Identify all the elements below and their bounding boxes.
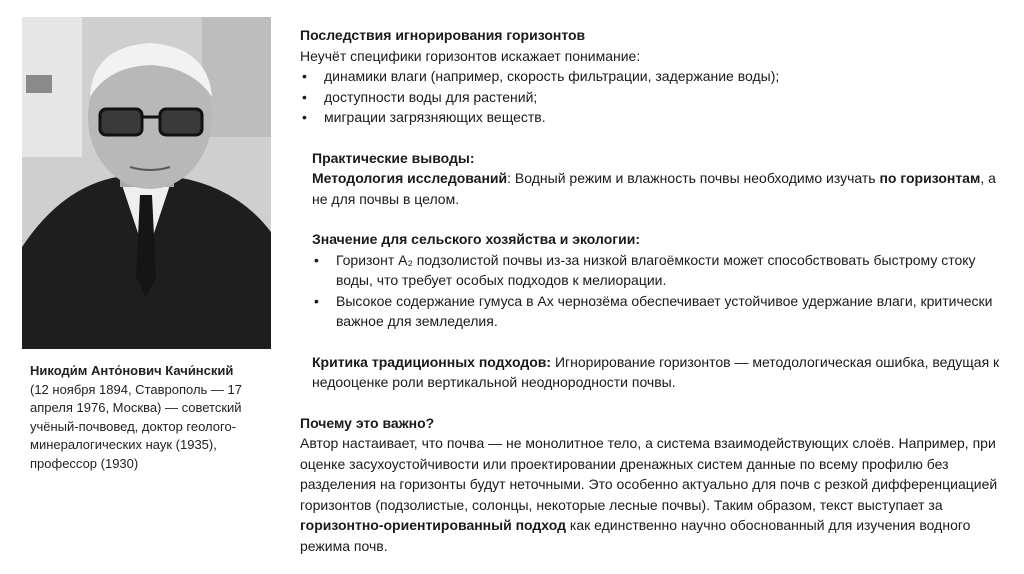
section-practical-title: Практические выводы:	[312, 149, 475, 166]
portrait-photo	[22, 17, 271, 349]
caption-name: Никоди́м Анто́нович Качи́нский	[30, 363, 234, 378]
method-text-2: , а не для почвы в целом.	[312, 170, 996, 207]
portrait-icon	[22, 17, 271, 349]
section-why-title: Почему это важно?	[300, 414, 435, 431]
section-consequences-intro: Неучёт специфики горизонтов искажает понимание:	[300, 47, 641, 64]
section-consequences-title: Последствия игнорирования горизонтов	[300, 27, 586, 43]
list-item: • Горизонт A₂ подзолистой почвы из-за низкой влагоёмкости может способствовать быстрому стоку воды, что требует особых подходов к мелиорации.	[312, 250, 1000, 291]
method-label: Методология исследований	[312, 170, 508, 186]
method-bold: по горизонтам	[879, 170, 981, 186]
critique-text: Игнорирование горизонтов — методологическая ошибка, ведущая к недооценке роли вертикальной неоднородности почвы.	[312, 353, 1000, 390]
section-significance	[300, 229, 1000, 332]
method-text-1: : Водный режим и влажность почвы необходимо изучать	[507, 170, 880, 186]
why-text-1: Автор настаивает, что почва — не монолитное тело, а система взаимодействующих слоёв. Например, при оценке засухоустойчивости или проектировании дренажных систем данные по всему профилю без разделения на горизонты будут неточными. Это особенно актуально для почв с резкой дифференциацией горизонтов (подзолистые, солонцы, некоторые лесные почвы). Таким образом, текст выступает за	[300, 435, 998, 513]
section-critique	[300, 352, 1000, 393]
section-why-text	[300, 433, 1000, 556]
list-item: • миграции загрязняющих веществ.	[300, 107, 1000, 128]
section-consequences	[300, 25, 1000, 128]
significance-list	[312, 250, 1000, 332]
portrait-caption	[30, 362, 268, 473]
list-item: • Высокое содержание гумуса в Ах чернозёма обеспечивает устойчивое удержание влаги, критически важное для земледелия.	[312, 291, 1000, 332]
section-practical-text	[312, 168, 1000, 209]
list-item: • динамики влаги (например, скорость фильтрации, задержание воды);	[300, 66, 1000, 87]
section-practical	[300, 148, 1000, 210]
section-why	[300, 413, 1000, 557]
why-bold: горизонтно-ориентированный подход	[300, 517, 566, 533]
critique-label: Критика традиционных подходов:	[312, 353, 552, 370]
main-content	[300, 25, 1000, 556]
consequences-list	[300, 66, 1000, 128]
list-item: • доступности воды для растений;	[300, 87, 1000, 108]
why-text-2: как единственно научно обоснованный для изучения водного режима почв.	[300, 517, 971, 554]
caption-bio: (12 ноября 1894, Ставрополь — 17 апреля 1976, Москва) — советский учёный-почвовед, доктор геолого-минералогических наук (1935), профессор (1930)	[30, 381, 242, 471]
section-significance-title: Значение для сельского хозяйства и экологии:	[312, 231, 640, 247]
